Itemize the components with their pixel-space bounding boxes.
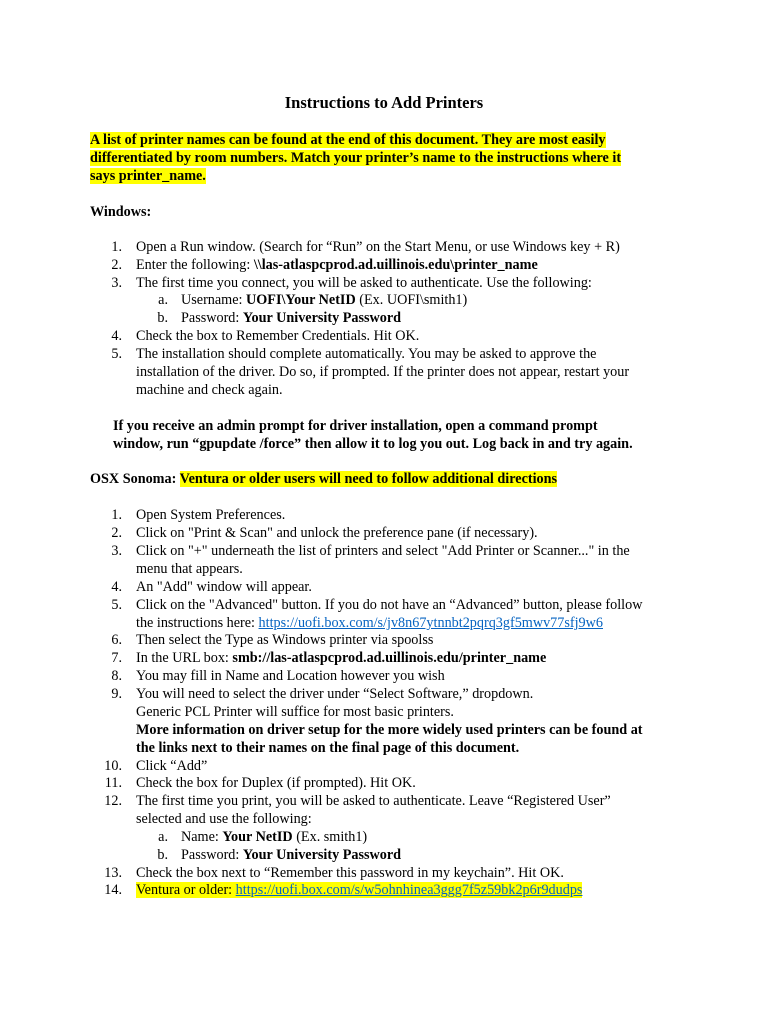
intro-line-2 bbox=[90, 150, 621, 168]
step-text bbox=[136, 615, 603, 633]
step-number: 6. bbox=[111, 632, 122, 648]
username-value: UOFI\Your NetID bbox=[246, 292, 356, 308]
step-number: 1. bbox=[111, 507, 122, 523]
windows-heading: Windows: bbox=[90, 204, 152, 220]
step-text: Generic PCL Printer will suffice for most basic printers. bbox=[136, 704, 454, 720]
osx-heading bbox=[90, 471, 557, 489]
ventura-highlight bbox=[136, 882, 582, 898]
substep-prefix: Password: bbox=[181, 310, 243, 326]
substep-suffix: (Ex. smith1) bbox=[292, 829, 368, 845]
step-text: The first time you connect, you will be asked to authenticate. Use the following: bbox=[136, 275, 592, 291]
step-text: Then select the Type as Windows printer via spoolss bbox=[136, 632, 434, 648]
step-text: Check the box to Remember Credentials. Hit OK. bbox=[136, 328, 420, 344]
step-text: Click on the "Advanced" button. If you do not have an “Advanced” button, please follow bbox=[136, 597, 643, 613]
substep-text bbox=[181, 310, 401, 328]
step-text: installation of the driver. Do so, if prompted. If the printer does not appear, restart your bbox=[136, 364, 630, 380]
intro-text-1: A list of printer names can be found at the end of this document. They are most easily bbox=[90, 132, 606, 148]
intro-text-2: differentiated by room numbers. Match your printer’s name to the instructions where it bbox=[90, 150, 622, 166]
step-prefix: the instructions here: bbox=[136, 615, 259, 631]
step-number: 8. bbox=[111, 668, 122, 684]
step-text: Click on "Print & Scan" and unlock the preference pane (if necessary). bbox=[136, 525, 538, 541]
windows-note-line-1: If you receive an admin prompt for driver installation, open a command prompt bbox=[113, 418, 598, 434]
ventura-label: Ventura or older: bbox=[136, 882, 236, 898]
step-text bbox=[136, 882, 582, 900]
step-prefix: Enter the following: bbox=[136, 257, 254, 273]
step-number: 13. bbox=[104, 865, 122, 881]
step-number: 5. bbox=[111, 346, 122, 362]
substep-prefix: Username: bbox=[181, 292, 247, 308]
step-text: selected and use the following: bbox=[136, 811, 312, 827]
step-text: Open System Preferences. bbox=[136, 507, 286, 523]
substep-prefix: Name: bbox=[181, 829, 223, 845]
step-number: 3. bbox=[111, 275, 122, 291]
step-text bbox=[136, 257, 538, 275]
step-text: The installation should complete automatically. You may be asked to approve the bbox=[136, 346, 597, 362]
step-number: 10. bbox=[104, 758, 122, 774]
step-number: 3. bbox=[111, 543, 122, 559]
advanced-instructions-link[interactable]: https://uofi.box.com/s/jv8n67ytnnbt2pqrq3gf5mwv77sfj9w6 bbox=[258, 615, 603, 631]
osx-heading-highlight: Ventura or older users will need to follow additional directions bbox=[179, 471, 558, 487]
osx-heading-label: OSX Sonoma: bbox=[90, 471, 180, 487]
step-text: You will need to select the driver under “Select Software,” dropdown. bbox=[136, 686, 534, 702]
step-text: The first time you print, you will be asked to authenticate. Leave “Registered User” bbox=[136, 793, 611, 809]
step-text: machine and check again. bbox=[136, 382, 283, 398]
step-number: 9. bbox=[111, 686, 122, 702]
substep-suffix: (Ex. UOFI\smith1) bbox=[355, 292, 468, 308]
step-text: Check the box next to “Remember this password in my keychain”. Hit OK. bbox=[136, 865, 564, 881]
step-text: Check the box for Duplex (if prompted). Hit OK. bbox=[136, 775, 416, 791]
step-bold-note: the links next to their names on the final page of this document. bbox=[136, 740, 520, 756]
smb-url: smb://las-atlaspcprod.ad.uillinois.edu/printer_name bbox=[232, 650, 547, 666]
step-text: An "Add" window will appear. bbox=[136, 579, 312, 595]
step-number: 14. bbox=[104, 882, 122, 898]
printer-path: \\las-atlaspcprod.ad.uillinois.edu\printer_name bbox=[253, 257, 538, 273]
substep-letter: b. bbox=[157, 847, 168, 863]
password-value: Your University Password bbox=[242, 847, 402, 863]
step-number: 7. bbox=[111, 650, 122, 666]
step-number: 11. bbox=[104, 775, 122, 791]
substep-prefix: Password: bbox=[181, 847, 243, 863]
step-text: Click “Add” bbox=[136, 758, 208, 774]
step-number: 5. bbox=[111, 597, 122, 613]
substep-letter: b. bbox=[157, 310, 168, 326]
step-text: Open a Run window. (Search for “Run” on the Start Menu, or use Windows key + R) bbox=[136, 239, 620, 255]
step-number: 4. bbox=[111, 328, 122, 344]
netid-value: Your NetID bbox=[222, 829, 293, 845]
substep-text bbox=[181, 292, 467, 310]
step-prefix: In the URL box: bbox=[136, 650, 233, 666]
substep-text bbox=[181, 847, 401, 865]
intro-line-1 bbox=[90, 132, 606, 150]
step-number: 4. bbox=[111, 579, 122, 595]
step-number: 1. bbox=[111, 239, 122, 255]
windows-note-line-2: window, run “gpupdate /force” then allow it to log you out. Log back in and try again. bbox=[113, 436, 633, 452]
step-text: You may fill in Name and Location however you wish bbox=[136, 668, 445, 684]
step-text: Click on "+" underneath the list of printers and select "Add Printer or Scanner..." in the bbox=[136, 543, 630, 559]
step-bold-note: More information on driver setup for the more widely used printers can be found at bbox=[136, 722, 643, 738]
substep-text bbox=[181, 829, 367, 847]
step-text: menu that appears. bbox=[136, 561, 243, 577]
substep-letter: a. bbox=[158, 829, 168, 845]
step-number: 2. bbox=[111, 257, 122, 273]
intro-text-3: says printer_name. bbox=[90, 168, 206, 184]
step-text bbox=[136, 650, 546, 668]
step-number: 2. bbox=[111, 525, 122, 541]
password-value: Your University Password bbox=[242, 310, 402, 326]
intro-line-3 bbox=[90, 168, 206, 186]
page-title: Instructions to Add Printers bbox=[284, 93, 484, 112]
substep-letter: a. bbox=[158, 292, 168, 308]
ventura-instructions-link[interactable]: https://uofi.box.com/s/w5ohnhinea3ggg7f5z59bk2p6r9dudps bbox=[235, 882, 583, 898]
step-number: 12. bbox=[104, 793, 122, 809]
